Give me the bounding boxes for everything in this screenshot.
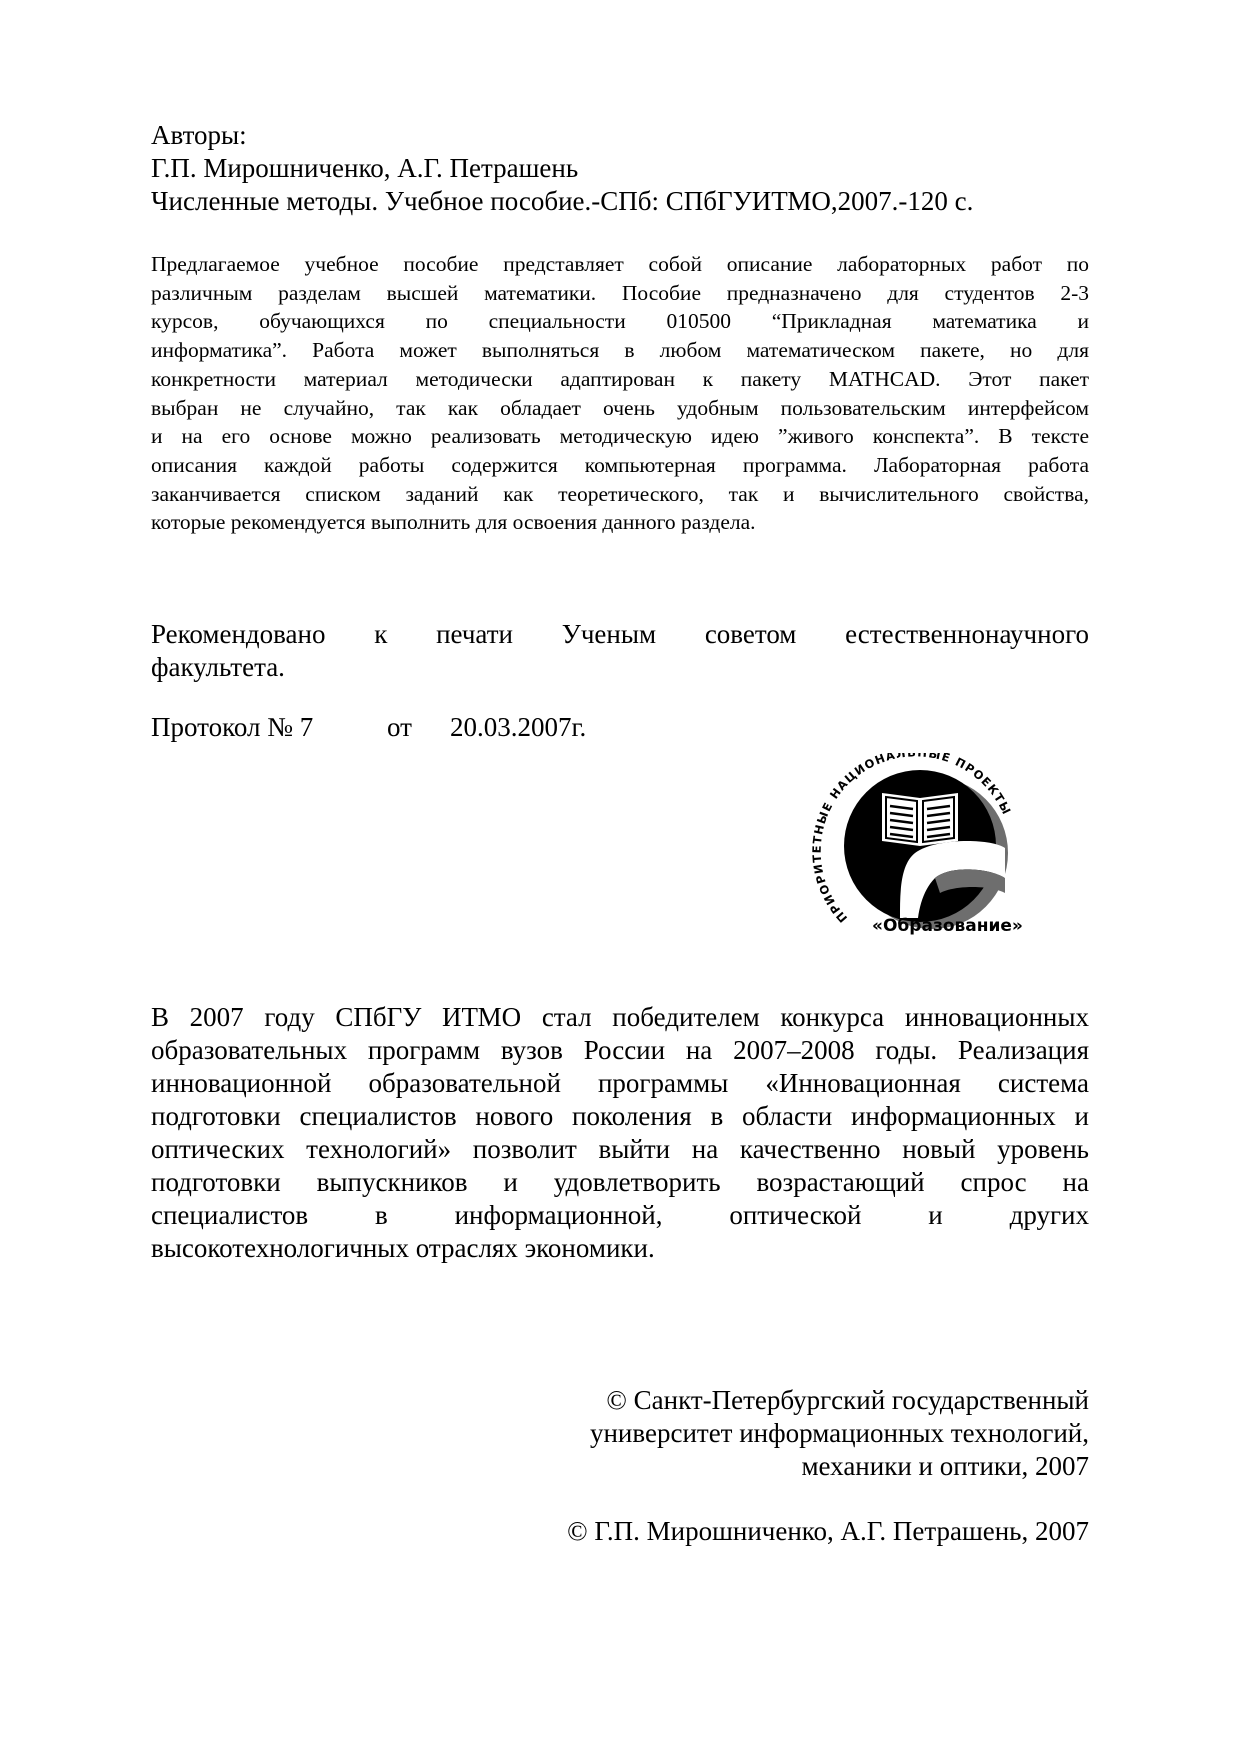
protocol-date: 20.03.2007г. xyxy=(450,712,587,742)
itmo-line: подготовки выпускников и удовлетворить возрастающий спрос на xyxy=(151,1167,1089,1197)
copyright-line: университет информационных технологий, xyxy=(589,1418,1089,1448)
abstract-line: информатика”. Работа может выполняться в любом математическом пакете, но для xyxy=(151,338,1089,363)
recommendation-line: Рекомендовано к печати Ученым советом естественнонаучного xyxy=(151,619,1089,649)
education-logo-graphic xyxy=(800,753,1100,953)
abstract-line: описания каждой работы содержится компьютерная программа. Лабораторная работа xyxy=(151,452,1089,477)
abstract-line: выбран не случайно, так как обладает очень удобным пользовательским интерфейсом xyxy=(151,395,1089,420)
authors-names: Г.П. Мирошниченко, А.Г. Петрашень xyxy=(151,153,579,183)
copyright-line: © Санкт-Петербургский государственный xyxy=(606,1385,1089,1415)
recommendation-line: факультета. xyxy=(151,652,285,682)
copyright-authors-block xyxy=(151,1515,1089,1548)
abstract-line: и на его основе можно реализовать методическую идею ”живого конспекта”. В тексте xyxy=(151,424,1089,449)
abstract-line: которые рекомендуется выполнить для освоения данного раздела. xyxy=(151,510,756,535)
itmo-line: образовательных программ вузов России на 2007–2008 годы. Реализация xyxy=(151,1035,1089,1065)
itmo-line: подготовки специалистов нового поколения в области информационных и xyxy=(151,1101,1089,1131)
itmo-line: оптических технологий» позволит выйти на качественно новый уровень xyxy=(151,1134,1089,1164)
copyright-university xyxy=(151,1384,1089,1483)
protocol xyxy=(151,711,1089,744)
abstract xyxy=(151,250,1089,537)
header-block xyxy=(151,119,1089,218)
copyright-line: механики и оптики, 2007 xyxy=(801,1451,1089,1481)
protocol-from: от xyxy=(387,712,412,742)
itmo-line: высокотехнологичных отраслях экономики. xyxy=(151,1233,655,1263)
abstract-line: различным разделам высшей математики. Пособие предназначено для студентов 2-3 xyxy=(151,280,1089,305)
citation: Численные методы. Учебное пособие.-СПб: СПбГУИТМО,2007.-120 с. xyxy=(151,186,974,216)
abstract-line: Предлагаемое учебное пособие представляет собой описание лабораторных работ по xyxy=(151,252,1089,276)
itmo-line: специалистов в информационной, оптической и других xyxy=(151,1200,1089,1230)
logo-arc-text: ПРИОРИТЕТНЫЕ НАЦИОНАЛ ЫЕ ПРОЕКТЫ xyxy=(809,753,1015,926)
logo-label: «Образование» xyxy=(872,916,1023,936)
education-project-logo xyxy=(800,753,1100,953)
authors-label: Авторы: xyxy=(151,120,247,150)
abstract-line: заканчивается списком заданий как теоретического, так и вычислительного свойства, xyxy=(151,481,1089,506)
book-icon xyxy=(882,793,958,846)
abstract-line: курсов, обучающихся по специальности 010500 “Прикладная математика и xyxy=(151,309,1089,334)
itmo-line: В 2007 году СПбГУ ИТМО стал победителем конкурса инновационных xyxy=(151,1002,1089,1032)
protocol-label: Протокол № 7 xyxy=(151,712,314,742)
itmo-paragraph xyxy=(151,1001,1089,1265)
abstract-line: конкретности материал методически адаптирован к пакету MATHCAD. Этот пакет xyxy=(151,366,1089,391)
recommendation xyxy=(151,618,1089,684)
itmo-line: инновационной образовательной программы «Инновационная система xyxy=(151,1068,1089,1098)
copyright-authors: © Г.П. Мирошниченко, А.Г. Петрашень, 2007 xyxy=(567,1516,1089,1546)
